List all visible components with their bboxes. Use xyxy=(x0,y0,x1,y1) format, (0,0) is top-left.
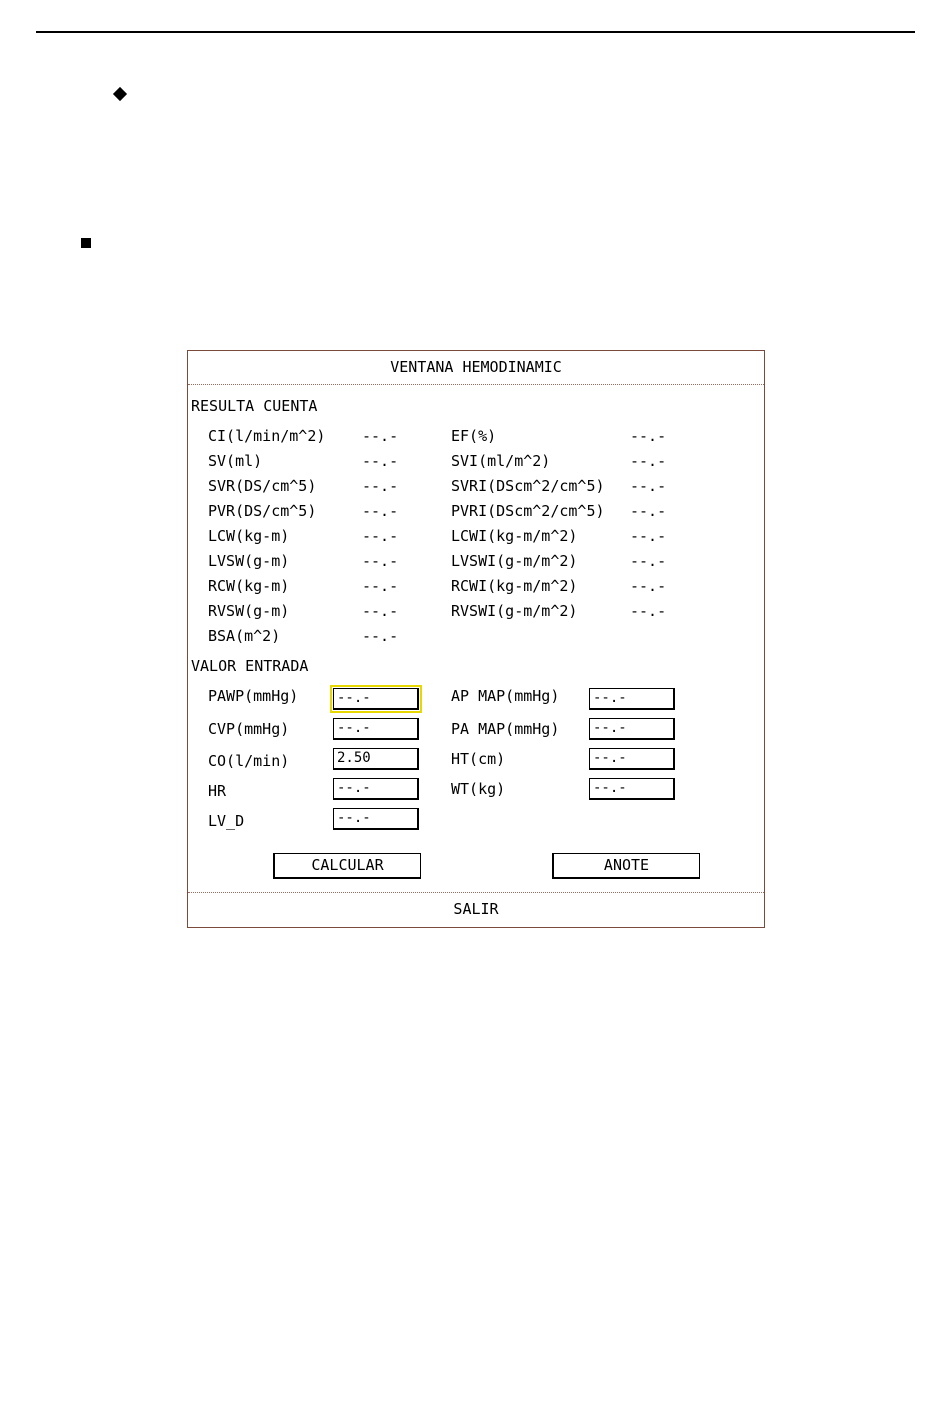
input-label-lvd: LV_D xyxy=(208,812,245,830)
result-value-sv: --.- xyxy=(362,452,399,470)
result-label-pvr: PVR(DS/cm^5) xyxy=(208,502,317,520)
input-label-hr: HR xyxy=(208,782,227,800)
result-label-svri: SVRI(DScm^2/cm^5) xyxy=(451,477,605,495)
result-label-rvsw: RVSW(g-m) xyxy=(208,602,290,620)
pa-map-input[interactable]: --.- xyxy=(589,718,675,740)
result-value-svri: --.- xyxy=(630,477,667,495)
result-value-svr: --.- xyxy=(362,477,399,495)
result-value-lcw: --.- xyxy=(362,527,399,545)
result-value-rcwi: --.- xyxy=(630,577,667,595)
result-value-rvswi: --.- xyxy=(630,602,667,620)
lvd-input[interactable]: --.- xyxy=(333,808,419,830)
input-label-pawp: PAWP(mmHg) xyxy=(208,687,299,705)
input-label-cvp: CVP(mmHg) xyxy=(208,720,290,738)
ht-input[interactable]: --.- xyxy=(589,748,675,770)
result-label-svi: SVI(ml/m^2) xyxy=(451,452,551,470)
co-input[interactable]: 2.50 xyxy=(333,748,419,770)
result-label-svr: SVR(DS/cm^5) xyxy=(208,477,317,495)
result-value-bsa: --.- xyxy=(362,627,399,645)
result-value-rvsw: --.- xyxy=(362,602,399,620)
record-button[interactable]: ANOTE xyxy=(552,853,700,879)
result-label-rvswi: RVSWI(g-m/m^2) xyxy=(451,602,578,620)
input-label-ap-map: AP MAP(mmHg) xyxy=(451,687,560,705)
input-label-pa-map: PA MAP(mmHg) xyxy=(451,720,560,738)
result-value-lcwi: --.- xyxy=(630,527,667,545)
result-value-pvr: --.- xyxy=(362,502,399,520)
result-label-lvswi: LVSWI(g-m/m^2) xyxy=(451,552,578,570)
exit-button[interactable]: SALIR xyxy=(188,892,764,928)
page-top-rule xyxy=(36,31,915,33)
result-label-rcw: RCW(kg-m) xyxy=(208,577,290,595)
square-bullet-icon xyxy=(81,238,91,248)
wt-input[interactable]: --.- xyxy=(589,778,675,800)
result-value-rcw: --.- xyxy=(362,577,399,595)
results-heading: RESULTA CUENTA xyxy=(191,397,318,415)
result-value-lvswi: --.- xyxy=(630,552,667,570)
window-title: VENTANA HEMODINAMIC xyxy=(188,351,764,385)
calculate-button[interactable]: CALCULAR xyxy=(273,853,421,879)
pawp-input[interactable]: --.- xyxy=(333,688,419,710)
result-label-pvri: PVRI(DScm^2/cm^5) xyxy=(451,502,605,520)
inputs-heading: VALOR ENTRADA xyxy=(191,657,309,675)
cvp-input[interactable]: --.- xyxy=(333,718,419,740)
input-label-wt: WT(kg) xyxy=(451,780,506,798)
diamond-bullet-icon xyxy=(113,87,127,101)
input-label-ht: HT(cm) xyxy=(451,750,506,768)
hr-input[interactable]: --.- xyxy=(333,778,419,800)
result-label-sv: SV(ml) xyxy=(208,452,263,470)
result-value-ef: --.- xyxy=(630,427,667,445)
input-label-co: CO(l/min) xyxy=(208,752,290,770)
result-label-ci: CI(l/min/m^2) xyxy=(208,427,326,445)
result-label-bsa: BSA(m^2) xyxy=(208,627,281,645)
result-label-lcwi: LCWI(kg-m/m^2) xyxy=(451,527,578,545)
result-label-lcw: LCW(kg-m) xyxy=(208,527,290,545)
result-label-ef: EF(%) xyxy=(451,427,497,445)
result-value-lvsw: --.- xyxy=(362,552,399,570)
ap-map-input[interactable]: --.- xyxy=(589,688,675,710)
result-label-rcwi: RCWI(kg-m/m^2) xyxy=(451,577,578,595)
result-value-svi: --.- xyxy=(630,452,667,470)
hemodynamic-window xyxy=(187,350,765,928)
result-label-lvsw: LVSW(g-m) xyxy=(208,552,290,570)
result-value-pvri: --.- xyxy=(630,502,667,520)
result-value-ci: --.- xyxy=(362,427,399,445)
